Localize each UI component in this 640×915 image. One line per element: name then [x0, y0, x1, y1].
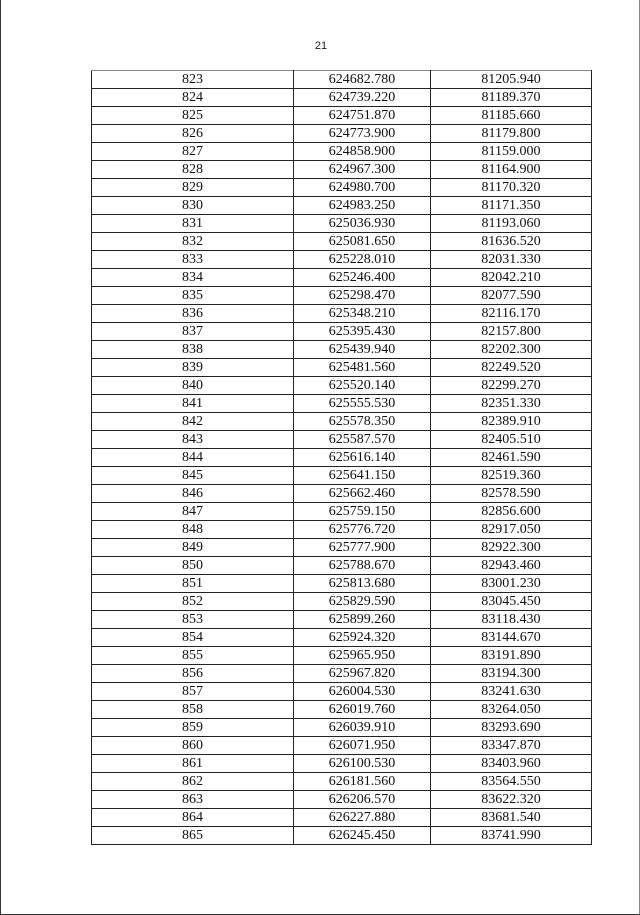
point-number-cell: 840 — [92, 377, 294, 395]
point-number-cell: 854 — [92, 629, 294, 647]
x-coordinate-cell: 624858.900 — [294, 143, 431, 161]
table-row — [92, 737, 592, 755]
point-number-cell: 828 — [92, 161, 294, 179]
table-row — [92, 809, 592, 827]
x-coordinate-cell: 626245.450 — [294, 827, 431, 845]
table-row — [92, 413, 592, 431]
point-number-cell: 825 — [92, 107, 294, 125]
x-coordinate-cell: 625395.430 — [294, 323, 431, 341]
y-coordinate-cell: 81179.800 — [431, 125, 592, 143]
point-number-cell: 836 — [92, 305, 294, 323]
table-row — [92, 755, 592, 773]
point-number-cell: 861 — [92, 755, 294, 773]
x-coordinate-cell: 626181.560 — [294, 773, 431, 791]
table-row — [92, 485, 592, 503]
y-coordinate-cell: 81205.940 — [431, 71, 592, 89]
point-number-cell: 858 — [92, 701, 294, 719]
table-row — [92, 683, 592, 701]
table-row — [92, 161, 592, 179]
y-coordinate-cell: 81164.900 — [431, 161, 592, 179]
point-number-cell: 832 — [92, 233, 294, 251]
table-row — [92, 521, 592, 539]
table-row — [92, 575, 592, 593]
x-coordinate-cell: 625481.560 — [294, 359, 431, 377]
table-row — [92, 467, 592, 485]
table-row — [92, 431, 592, 449]
point-number-cell: 845 — [92, 467, 294, 485]
y-coordinate-cell: 82202.300 — [431, 341, 592, 359]
table-row — [92, 359, 592, 377]
y-coordinate-cell: 82943.460 — [431, 557, 592, 575]
x-coordinate-cell: 624967.300 — [294, 161, 431, 179]
y-coordinate-cell: 81159.000 — [431, 143, 592, 161]
x-coordinate-cell: 624773.900 — [294, 125, 431, 143]
table-row — [92, 377, 592, 395]
y-coordinate-cell: 81193.060 — [431, 215, 592, 233]
point-number-cell: 842 — [92, 413, 294, 431]
x-coordinate-cell: 625776.720 — [294, 521, 431, 539]
x-coordinate-cell: 625246.400 — [294, 269, 431, 287]
x-coordinate-cell: 624751.870 — [294, 107, 431, 125]
point-number-cell: 857 — [92, 683, 294, 701]
point-number-cell: 855 — [92, 647, 294, 665]
table-row — [92, 719, 592, 737]
table-row — [92, 449, 592, 467]
x-coordinate-cell: 625036.930 — [294, 215, 431, 233]
y-coordinate-cell: 82351.330 — [431, 395, 592, 413]
point-number-cell: 844 — [92, 449, 294, 467]
point-number-cell: 850 — [92, 557, 294, 575]
x-coordinate-cell: 624739.220 — [294, 89, 431, 107]
x-coordinate-cell: 625616.140 — [294, 449, 431, 467]
point-number-cell: 834 — [92, 269, 294, 287]
table-row — [92, 71, 592, 89]
table-row — [92, 611, 592, 629]
y-coordinate-cell: 81185.660 — [431, 107, 592, 125]
x-coordinate-cell: 625348.210 — [294, 305, 431, 323]
x-coordinate-cell: 625965.950 — [294, 647, 431, 665]
table-row — [92, 773, 592, 791]
x-coordinate-cell: 625555.530 — [294, 395, 431, 413]
x-coordinate-cell: 624682.780 — [294, 71, 431, 89]
point-number-cell: 847 — [92, 503, 294, 521]
y-coordinate-cell: 83622.320 — [431, 791, 592, 809]
table-row — [92, 197, 592, 215]
point-number-cell: 831 — [92, 215, 294, 233]
x-coordinate-cell: 625587.570 — [294, 431, 431, 449]
point-number-cell: 859 — [92, 719, 294, 737]
x-coordinate-cell: 626227.880 — [294, 809, 431, 827]
y-coordinate-cell: 83045.450 — [431, 593, 592, 611]
point-number-cell: 856 — [92, 665, 294, 683]
table-row — [92, 323, 592, 341]
point-number-cell: 860 — [92, 737, 294, 755]
point-number-cell: 829 — [92, 179, 294, 197]
page-number: 21 — [314, 40, 328, 52]
y-coordinate-cell: 81636.520 — [431, 233, 592, 251]
x-coordinate-cell: 625081.650 — [294, 233, 431, 251]
x-coordinate-cell: 625520.140 — [294, 377, 431, 395]
x-coordinate-cell: 625578.350 — [294, 413, 431, 431]
table-row — [92, 539, 592, 557]
table-row — [92, 593, 592, 611]
point-number-cell: 865 — [92, 827, 294, 845]
point-number-cell: 826 — [92, 125, 294, 143]
table-row — [92, 125, 592, 143]
x-coordinate-cell: 626019.760 — [294, 701, 431, 719]
table-row — [92, 503, 592, 521]
point-number-cell: 835 — [92, 287, 294, 305]
x-coordinate-cell: 626206.570 — [294, 791, 431, 809]
point-number-cell: 839 — [92, 359, 294, 377]
x-coordinate-cell: 624980.700 — [294, 179, 431, 197]
y-coordinate-cell: 81170.320 — [431, 179, 592, 197]
y-coordinate-cell: 83241.630 — [431, 683, 592, 701]
y-coordinate-cell: 83741.990 — [431, 827, 592, 845]
point-number-cell: 837 — [92, 323, 294, 341]
point-number-cell: 851 — [92, 575, 294, 593]
point-number-cell: 848 — [92, 521, 294, 539]
point-number-cell: 830 — [92, 197, 294, 215]
point-number-cell: 843 — [92, 431, 294, 449]
y-coordinate-cell: 83144.670 — [431, 629, 592, 647]
table-row — [92, 827, 592, 845]
y-coordinate-cell: 82578.590 — [431, 485, 592, 503]
point-number-cell: 827 — [92, 143, 294, 161]
x-coordinate-cell: 625829.590 — [294, 593, 431, 611]
point-number-cell: 838 — [92, 341, 294, 359]
x-coordinate-cell: 625759.150 — [294, 503, 431, 521]
point-number-cell: 823 — [92, 71, 294, 89]
x-coordinate-cell: 625924.320 — [294, 629, 431, 647]
table-row — [92, 179, 592, 197]
y-coordinate-cell: 82405.510 — [431, 431, 592, 449]
coordinates-table — [91, 70, 592, 845]
x-coordinate-cell: 625641.150 — [294, 467, 431, 485]
x-coordinate-cell: 625899.260 — [294, 611, 431, 629]
table-row — [92, 251, 592, 269]
y-coordinate-cell: 83564.550 — [431, 773, 592, 791]
table-row — [92, 341, 592, 359]
table-row — [92, 665, 592, 683]
y-coordinate-cell: 82299.270 — [431, 377, 592, 395]
y-coordinate-cell: 82042.210 — [431, 269, 592, 287]
y-coordinate-cell: 83191.890 — [431, 647, 592, 665]
x-coordinate-cell: 625228.010 — [294, 251, 431, 269]
x-coordinate-cell: 625967.820 — [294, 665, 431, 683]
x-coordinate-cell: 625298.470 — [294, 287, 431, 305]
y-coordinate-cell: 83264.050 — [431, 701, 592, 719]
point-number-cell: 846 — [92, 485, 294, 503]
y-coordinate-cell: 82389.910 — [431, 413, 592, 431]
table-row — [92, 287, 592, 305]
y-coordinate-cell: 82077.590 — [431, 287, 592, 305]
table-row — [92, 233, 592, 251]
point-number-cell: 852 — [92, 593, 294, 611]
point-number-cell: 863 — [92, 791, 294, 809]
y-coordinate-cell: 82157.800 — [431, 323, 592, 341]
table-row — [92, 395, 592, 413]
x-coordinate-cell: 625788.670 — [294, 557, 431, 575]
y-coordinate-cell: 83001.230 — [431, 575, 592, 593]
x-coordinate-cell: 626004.530 — [294, 683, 431, 701]
coordinates-table-body — [92, 71, 592, 845]
y-coordinate-cell: 81171.350 — [431, 197, 592, 215]
point-number-cell: 824 — [92, 89, 294, 107]
table-row — [92, 557, 592, 575]
x-coordinate-cell: 626100.530 — [294, 755, 431, 773]
point-number-cell: 862 — [92, 773, 294, 791]
table-row — [92, 89, 592, 107]
y-coordinate-cell: 81189.370 — [431, 89, 592, 107]
x-coordinate-cell: 626039.910 — [294, 719, 431, 737]
y-coordinate-cell: 82031.330 — [431, 251, 592, 269]
x-coordinate-cell: 625662.460 — [294, 485, 431, 503]
table-row — [92, 215, 592, 233]
table-row — [92, 305, 592, 323]
y-coordinate-cell: 82922.300 — [431, 539, 592, 557]
y-coordinate-cell: 82917.050 — [431, 521, 592, 539]
x-coordinate-cell: 626071.950 — [294, 737, 431, 755]
table-row — [92, 143, 592, 161]
x-coordinate-cell: 625439.940 — [294, 341, 431, 359]
y-coordinate-cell: 83118.430 — [431, 611, 592, 629]
point-number-cell: 841 — [92, 395, 294, 413]
point-number-cell: 849 — [92, 539, 294, 557]
y-coordinate-cell: 83194.300 — [431, 665, 592, 683]
point-number-cell: 833 — [92, 251, 294, 269]
y-coordinate-cell: 82249.520 — [431, 359, 592, 377]
table-row — [92, 629, 592, 647]
y-coordinate-cell: 83347.870 — [431, 737, 592, 755]
table-row — [92, 791, 592, 809]
y-coordinate-cell: 83681.540 — [431, 809, 592, 827]
y-coordinate-cell: 83403.960 — [431, 755, 592, 773]
x-coordinate-cell: 624983.250 — [294, 197, 431, 215]
y-coordinate-cell: 82856.600 — [431, 503, 592, 521]
y-coordinate-cell: 83293.690 — [431, 719, 592, 737]
y-coordinate-cell: 82461.590 — [431, 449, 592, 467]
point-number-cell: 853 — [92, 611, 294, 629]
x-coordinate-cell: 625813.680 — [294, 575, 431, 593]
table-row — [92, 647, 592, 665]
point-number-cell: 864 — [92, 809, 294, 827]
table-row — [92, 107, 592, 125]
table-row — [92, 269, 592, 287]
x-coordinate-cell: 625777.900 — [294, 539, 431, 557]
y-coordinate-cell: 82519.360 — [431, 467, 592, 485]
y-coordinate-cell: 82116.170 — [431, 305, 592, 323]
table-row — [92, 701, 592, 719]
